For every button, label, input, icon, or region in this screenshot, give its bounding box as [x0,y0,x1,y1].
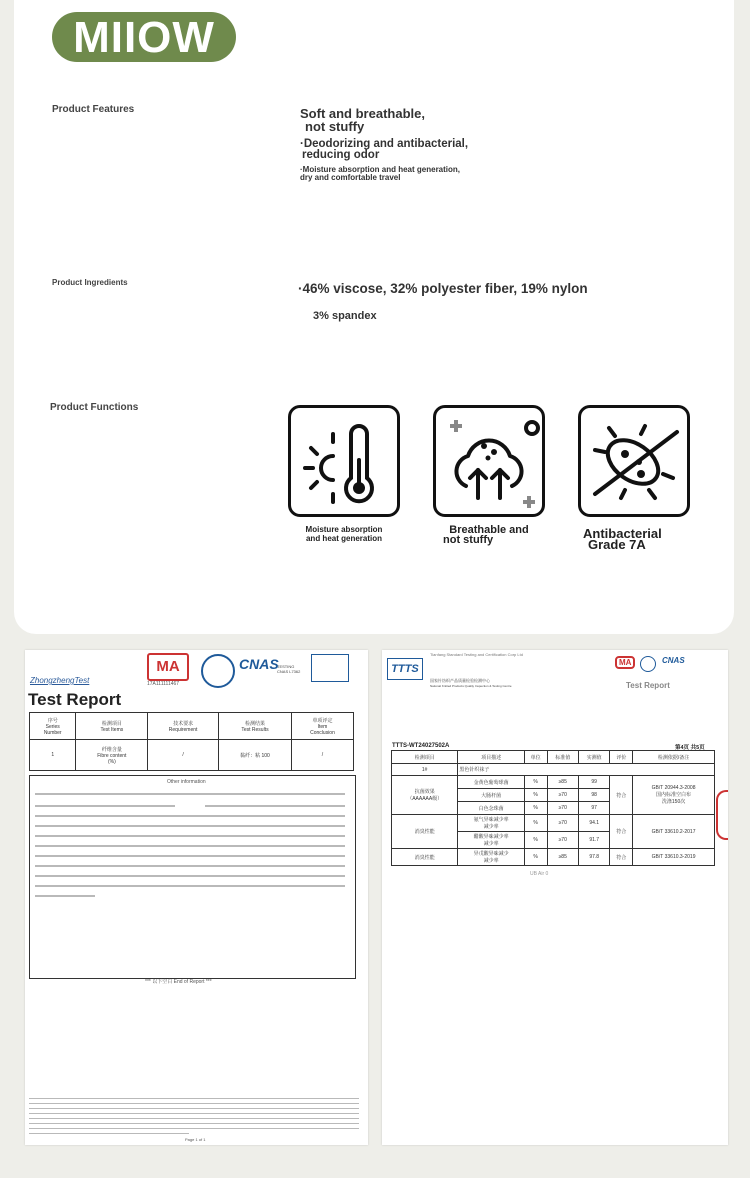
text-line [205,805,345,807]
table-cell: 醋酸异味减少率 减少率 [458,832,524,849]
table-cell: 黑色针织袜子 [458,764,715,776]
table-cell: % [524,789,547,802]
text-line [29,1108,359,1109]
text-line [35,875,345,877]
red-stamp-partial [716,790,728,840]
table-cell: 1# [392,764,458,776]
cma-text: MA [156,658,180,675]
feature-line-2: not stuffy [305,119,365,134]
seal-logo [311,654,349,682]
cnas-logo: CNAS [239,656,279,672]
table-cell: ≥70 [547,815,578,832]
table-cell: % [524,776,547,789]
report1-title: Test Report [28,690,122,709]
org-cn: 国家针纺织产品质量检验检测中心 [430,678,490,683]
table-header-cell: 检测结果 Test Results [218,713,291,740]
function-box-moisture [288,405,400,517]
table-header-cell: 检测项目 Test Items [76,713,148,740]
table-cell: ≥70 [547,832,578,849]
table-cell: 抗菌效果 （AAAAAA级） [392,776,458,815]
report1-table [29,712,354,771]
brand-logo: MIIOW [52,12,236,62]
text-line [29,1133,189,1134]
caption-line: Moisture absorption [305,525,383,534]
text-line [35,825,345,827]
table-cell: 消臭性能 [392,815,458,849]
table-cell: / [148,740,219,771]
table-row [392,776,715,789]
ilac-mra-logo [201,654,235,688]
table-cell: GB/T 33610.3-2019 [633,849,715,866]
table-header-cell: 检测依据/备注 [633,751,715,764]
table-cell: 大肠杆菌 [458,789,524,802]
text-line [35,845,345,847]
table-header-cell: 项目描述 [458,751,524,764]
text-line [29,1123,359,1124]
report-number: TTTS-WT24027502A [392,743,450,749]
table-cell: 99 [578,776,609,789]
report2-footer: UB Air 0 [530,871,549,877]
ingredients-line-2: 3% spandex [313,310,377,322]
table-cell: % [524,815,547,832]
feature-line-4: reducing odor [302,149,380,161]
report1-footer: *** 以下空白 End of Report *** [145,979,212,985]
table-cell: 符合 [610,849,633,866]
table-header-cell: 技术要求 Requirement [148,713,219,740]
test-report-1 [25,650,368,1145]
table-cell: % [524,802,547,815]
table-row [392,815,715,832]
report2-table [391,750,715,866]
org-en2: National Knitted Products Quality Inspection & Testing Centre [430,684,512,688]
caption-line: not stuffy [443,534,494,546]
test-report-2 [382,650,728,1145]
table-row [392,849,715,866]
text-line [29,1113,359,1114]
table-cell: 消臭性能 [392,849,458,866]
table-cell: ≥70 [547,789,578,802]
table-cell: ≥85 [547,849,578,866]
table-cell: 97 [578,802,609,815]
table-cell: 纤维含量 Fibre content (%) [76,740,148,771]
thermometer-sun-icon [291,408,397,514]
function-caption-moisture [288,525,400,543]
function-box-antibacterial [578,405,690,517]
other-info: Other information [167,779,206,785]
table-cell: / [292,740,354,771]
table-row [392,764,715,776]
feature-line-5: ·Moisture absorption and heat generation, [300,165,461,174]
text-line [35,793,345,795]
feature-line-6: dry and comfortable travel [300,173,401,182]
cma-small-logo: MA [615,656,635,669]
function-caption-breathable [433,525,545,545]
table-cell: GB/T 33610.2-2017 [633,815,715,849]
table-header-cell: 单项评定 Item Conclusion [292,713,354,740]
caption-line: Breathable and [449,524,529,536]
text-line [29,1103,359,1104]
text-line [35,895,95,897]
table-row [30,740,354,771]
features-label: Product Features [52,104,135,115]
report1-header-left: ZhongzhengTest [30,676,90,685]
table-row [30,713,354,740]
table-cell: 符合 [610,776,633,815]
table-cell: 符合 [610,815,633,849]
text-line [29,1118,359,1119]
table-cell: 94.1 [578,815,609,832]
page-number: 第4页 共5页 [675,745,705,751]
text-line [29,1128,359,1129]
table-cell: ≥70 [547,802,578,815]
feature-line-3: ·Deodorizing and antibacterial, [300,138,469,150]
report2-title: Test Report [626,681,670,690]
cma-logo [147,653,189,681]
antibacterial-icon [581,408,687,514]
cert-code: 17A111111467 [147,681,180,687]
cnas-sub: TESTING CNAS L7362 [277,664,301,674]
ilac-small-logo [640,656,656,672]
text-line [35,815,345,817]
ingredients-label: Product Ingredients [52,278,128,287]
table-cell: 黏纤：粘 100 [218,740,291,771]
table-header-cell: 标准值 [547,751,578,764]
table-cell: % [524,832,547,849]
caption-line: and heat generation [305,534,382,543]
table-cell: 异戊酸异味减少 减少率 [458,849,524,866]
table-header-cell: 实测值 [578,751,609,764]
table-cell: 金黄色葡萄球菌 [458,776,524,789]
table-header-cell: 单位 [524,751,547,764]
table-cell: 97.8 [578,849,609,866]
ingredients-line-1: ·46% viscose, 32% polyester fiber, 19% nylon [298,281,588,296]
function-box-breathable [433,405,545,517]
cnas-small-logo: CNAS [662,656,685,665]
breathable-cloud-icon [436,408,542,514]
table-header-cell: 评价 [610,751,633,764]
table-cell: 1 [30,740,76,771]
table-cell: 白色念珠菌 [458,802,524,815]
org-en: Tianfang Standard Testing and Certification Corp Ltd [430,652,523,657]
table-cell: 98 [578,789,609,802]
table-header-cell: 检测项目 [392,751,458,764]
table-header-cell: 序号 Series Number [30,713,76,740]
text-line [35,865,345,867]
table-cell: 91.7 [578,832,609,849]
text-line [35,885,345,887]
table-row [392,751,715,764]
table-cell: 氨气异味减少率 减少率 [458,815,524,832]
report1-page: Page 1 of 1 [185,1137,206,1142]
table-cell: ≥85 [547,776,578,789]
ttts-logo: TTTS [387,658,423,680]
caption-line: Antibacterial [583,526,662,541]
text-line [35,835,345,837]
text-line [35,855,345,857]
table-cell: GB/T 20944.3-2008 国内标准空白布 洗涤150次 [633,776,715,815]
table-cell: % [524,849,547,866]
function-caption-antibacterial [583,528,687,550]
text-line [29,1098,359,1099]
text-line [35,805,175,807]
caption-line: Grade 7A [588,537,646,552]
functions-label: Product Functions [50,402,139,413]
feature-line-1: Soft and breathable, [300,106,425,121]
